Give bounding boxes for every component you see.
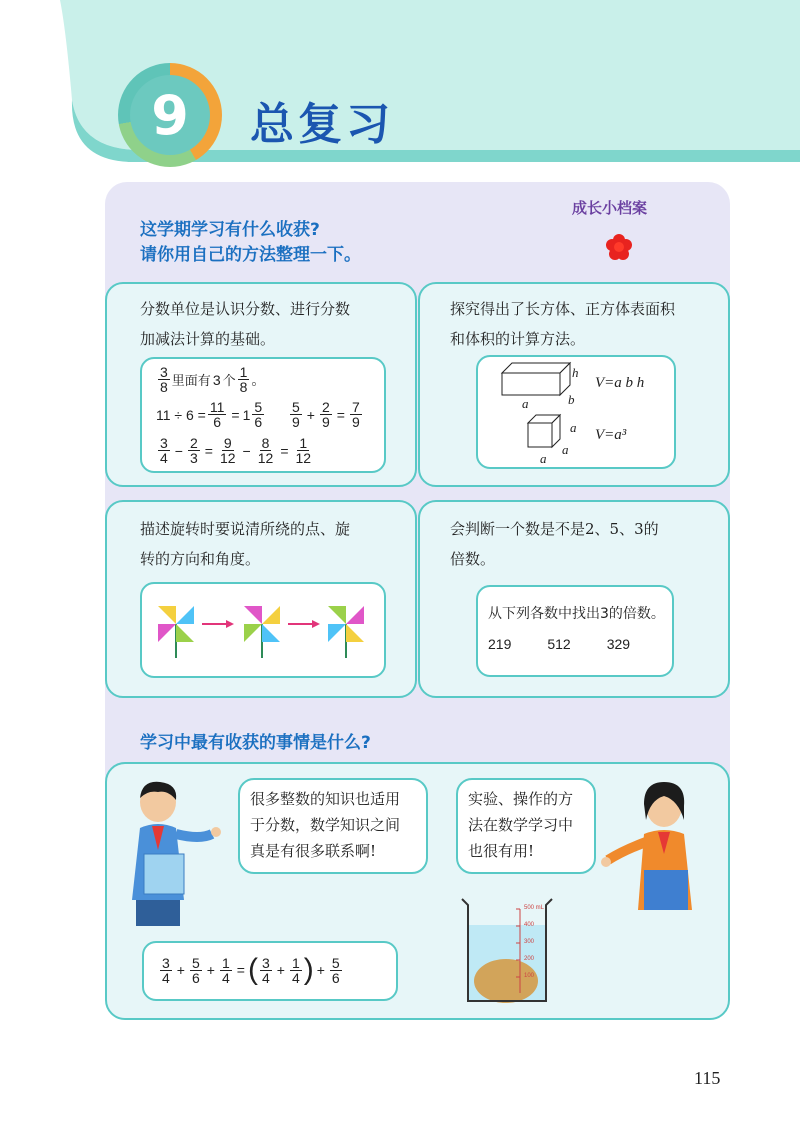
number-item: 512 xyxy=(547,636,571,652)
header-band xyxy=(0,0,800,165)
numerator: 1 xyxy=(291,954,300,971)
fraction-example-unit xyxy=(156,365,265,394)
bubble-right-line2: 法在数学学习中 xyxy=(468,816,574,834)
label-width: b xyxy=(568,392,575,407)
label-cube-edge-top: a xyxy=(570,420,577,435)
denominator: 9 xyxy=(292,414,300,430)
fractions-text-line1: 分数单位是认识分数、进行分数 xyxy=(140,300,351,318)
denominator: 6 xyxy=(254,414,263,430)
rotation-text-line1: 描述旋转时要说清所绕的点、旋 xyxy=(140,520,351,538)
label-cube-edge-bottom: a xyxy=(540,451,547,466)
fraction xyxy=(294,436,314,465)
fractions-text-line2: 加减法计算的基础。 xyxy=(140,330,276,348)
denominator: 3 xyxy=(189,450,198,466)
bubble-right-line3: 也很有用! xyxy=(468,842,535,860)
chapter-badge xyxy=(118,63,222,167)
whole-part: 1 xyxy=(242,406,251,423)
number-item: 219 xyxy=(488,636,512,652)
denominator: 8 xyxy=(239,379,248,395)
equals-sign: = xyxy=(336,406,345,423)
fraction xyxy=(218,436,238,465)
pinwheel-icon xyxy=(328,606,364,658)
numerator: 5 xyxy=(191,954,200,971)
numerator: 2 xyxy=(321,399,330,415)
unit-text-b: 个 xyxy=(222,374,236,389)
fraction-example-division xyxy=(156,400,266,429)
unit-count: 3 xyxy=(212,371,221,388)
label-length: a xyxy=(522,396,529,411)
arrow-right-icon xyxy=(288,620,320,628)
girl-illustration xyxy=(600,780,710,925)
denominator: 4 xyxy=(261,969,270,986)
fraction xyxy=(158,365,170,394)
formula-cuboid: V=a b h xyxy=(595,375,645,391)
beaker-label: 500 mL xyxy=(524,905,545,911)
numerator: 9 xyxy=(223,435,232,451)
numerator: 3 xyxy=(160,435,168,451)
minus-sign: − xyxy=(242,442,251,459)
denominator: 6 xyxy=(213,414,222,430)
denominator: 12 xyxy=(219,450,236,466)
rotation-text-line2: 转的方向和角度。 xyxy=(140,550,261,568)
pinwheel-sequence xyxy=(142,584,384,676)
flower-icon xyxy=(604,232,634,262)
chapter-title: 总复习 xyxy=(250,99,394,150)
numerator: 3 xyxy=(162,954,170,971)
plus-sign: + xyxy=(206,962,215,978)
fraction xyxy=(256,436,276,465)
numerator: 7 xyxy=(351,399,360,415)
fraction xyxy=(188,436,200,465)
fraction xyxy=(160,956,172,985)
boy-illustration xyxy=(120,780,225,930)
review-prompt-line2: 请你用自己的方法整理一下。 xyxy=(140,245,361,265)
number-item: 329 xyxy=(606,636,631,652)
solids-text-line1: 探究得出了长方体、正方体表面积 xyxy=(450,300,676,318)
arrow-right-icon xyxy=(202,620,234,628)
page-number: 115 xyxy=(694,1068,721,1088)
fraction xyxy=(290,956,302,985)
chapter-badge-inner xyxy=(130,75,210,155)
solids-text-line2: 和体积的计算方法。 xyxy=(450,330,586,348)
label-cube-edge-side: a xyxy=(562,442,569,457)
right-paren: ) xyxy=(303,953,314,986)
review-prompt-line1: 这学期学习有什么收获? xyxy=(140,220,320,240)
fraction xyxy=(260,956,272,985)
multiples-question: 从下列各数中找出3的倍数。 xyxy=(488,606,665,622)
beaker-label: 400 xyxy=(524,922,535,928)
label-height: h xyxy=(572,365,579,380)
beaker-label: 300 xyxy=(524,939,535,945)
denominator: 6 xyxy=(331,969,340,986)
plus-sign: + xyxy=(316,962,325,978)
archive-title: 成长小档案 xyxy=(572,199,648,217)
numerator: 3 xyxy=(261,954,270,971)
denominator: 8 xyxy=(160,379,168,395)
numerator: 1 xyxy=(239,364,248,380)
bubble-left-line2: 于分数，数学知识之间 xyxy=(250,816,401,834)
equals-sign: = xyxy=(236,962,245,978)
numerator: 1 xyxy=(299,435,308,451)
fraction xyxy=(320,400,332,429)
multiples-question-box xyxy=(476,585,674,677)
numerator: 2 xyxy=(189,435,198,451)
plus-sign: + xyxy=(276,962,285,978)
number-list xyxy=(488,636,630,652)
chapter-number: 9 xyxy=(151,83,189,147)
fraction xyxy=(208,400,227,429)
denominator: 4 xyxy=(162,969,170,986)
fraction-example-subtraction xyxy=(156,436,315,465)
fraction xyxy=(238,365,250,394)
fraction xyxy=(190,956,202,985)
left-paren: ( xyxy=(247,953,258,986)
fraction xyxy=(290,400,302,429)
numerator: 11 xyxy=(209,399,225,415)
bubble-right-line1: 实验、操作的方 xyxy=(468,790,574,808)
beaker-label: 100 xyxy=(524,973,535,979)
division-lhs: 11 ÷ 6 = xyxy=(156,406,206,423)
denominator: 6 xyxy=(191,969,200,986)
fraction-example-addition xyxy=(288,400,364,429)
pinwheel-icon xyxy=(244,606,280,658)
pinwheel-icon xyxy=(158,606,194,658)
equals-sign: = xyxy=(280,442,289,459)
fraction xyxy=(350,400,362,429)
formula-cube: V=a³ xyxy=(595,427,627,443)
plus-sign: + xyxy=(176,962,185,978)
denominator: 4 xyxy=(221,969,230,986)
denominator: 9 xyxy=(321,414,330,430)
minus-sign: − xyxy=(174,442,183,459)
denominator: 4 xyxy=(160,450,168,466)
bubble-left-line1: 很多整数的知识也适用 xyxy=(250,790,401,808)
beaker-label: 200 xyxy=(524,956,535,962)
numerator: 5 xyxy=(331,954,340,971)
multiples-text-line1: 会判断一个数是不是2、5、3的 xyxy=(450,520,659,538)
unit-text-a: 里面有 xyxy=(171,374,211,389)
fraction xyxy=(330,956,342,985)
numerator: 5 xyxy=(254,399,263,415)
associative-formula xyxy=(158,955,344,985)
equals-sign: = xyxy=(204,442,213,459)
gains-prompt: 学习中最有收获的事情是什么? xyxy=(140,733,371,753)
fraction xyxy=(252,400,264,429)
multiples-text-line2: 倍数。 xyxy=(450,550,496,568)
unit-end: 。 xyxy=(251,371,266,388)
bubble-left-line3: 真是有很多联系啊! xyxy=(250,842,377,860)
numerator: 8 xyxy=(261,435,270,451)
denominator: 12 xyxy=(295,450,312,466)
denominator: 4 xyxy=(291,969,300,986)
fraction xyxy=(158,436,170,465)
fraction xyxy=(220,956,232,985)
numerator: 1 xyxy=(221,954,230,971)
plus-sign: + xyxy=(306,406,315,423)
equals-sign: = xyxy=(231,406,240,423)
denominator: 9 xyxy=(351,414,360,430)
numerator: 3 xyxy=(160,364,168,380)
numerator: 5 xyxy=(292,399,300,415)
beaker-illustration xyxy=(460,895,555,1005)
denominator: 12 xyxy=(257,450,274,466)
